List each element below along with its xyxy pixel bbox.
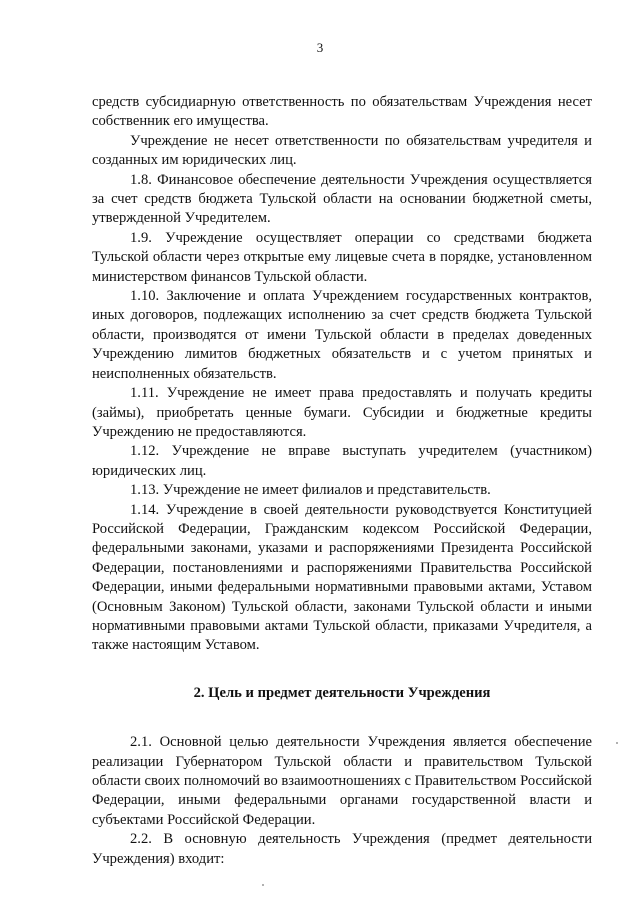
scan-artifact — [262, 884, 264, 886]
paragraph: 1.13. Учреждение не имеет филиалов и представительств. — [130, 482, 491, 499]
page-number: 3 — [316, 40, 324, 55]
scan-artifact — [616, 742, 618, 744]
paragraph: 2.1. Основной целью деятельности Учреждения является обеспечение реализации Губернатором Тульской области и правительством Тульской области своих полномочий во взаимоотношениях с Правительством Российской Федерации, иными федеральными органами государственной власти и субъектами Российской Федерации. — [92, 734, 592, 828]
paragraph: 1.8. Финансовое обеспечение деятельности Учреждения осуществляется за счет средств бюджета Тульской области на основании бюджетной сметы, утвержденной Учредителем. — [92, 171, 592, 227]
paragraph: 1.14. Учреждение в своей деятельности руководствуется Конституцией Российской Федерации, Гражданским кодексом Российской Федерации, федеральными законами, указами и распоряжениями Президента Российской Федерации, постановлениями и распоряжениями Правительства Российской Федерации, иными федеральными нормативными правовыми актами, Уставом (Основным Законом) Тульской области, законами Тульской области и иными нормативными правовыми актами Тульской области, приказами Учредителя, а также настоящим Уставом. — [92, 501, 592, 654]
paragraph: 2.2. В основную деятельность Учреждения (предмет деятельности Учреждения) входит: — [92, 831, 592, 867]
paragraph: Учреждение не несет ответственности по обязательствам учредителя и созданных им юридических лиц. — [92, 132, 592, 169]
paragraph: 1.12. Учреждение не вправе выступать учредителем (участником) юридических лиц. — [92, 443, 592, 479]
paragraph: средств субсидиарную ответственность по обязательствам Учреждения несет собственник его имущества. — [92, 94, 592, 130]
paragraph: 1.11. Учреждение не имеет права предоставлять и получать кредиты (займы), приобретать ценные бумаги. Субсидии и бюджетные кредиты Учреждению не предоставляются. — [92, 385, 592, 440]
paragraph: 1.10. Заключение и оплата Учреждением государственных контрактов, иных договоров, подлежащих исполнению за счет средств бюджета Тульской области, производятся от имени Тульской области в пределах доведенных Учреждению лимитов бюджетных обязательств и с учетом принятых и неисполненных обязательств. — [92, 288, 592, 382]
section-heading: 2. Цель и предмет деятельности Учреждения — [193, 684, 491, 701]
paragraph: 1.9. Учреждение осуществляет операции со средствами бюджета Тульской области через открытые ему лицевые счета в порядке, установленном министерством финансов Тульской области. — [92, 229, 592, 285]
document-body — [92, 93, 592, 869]
